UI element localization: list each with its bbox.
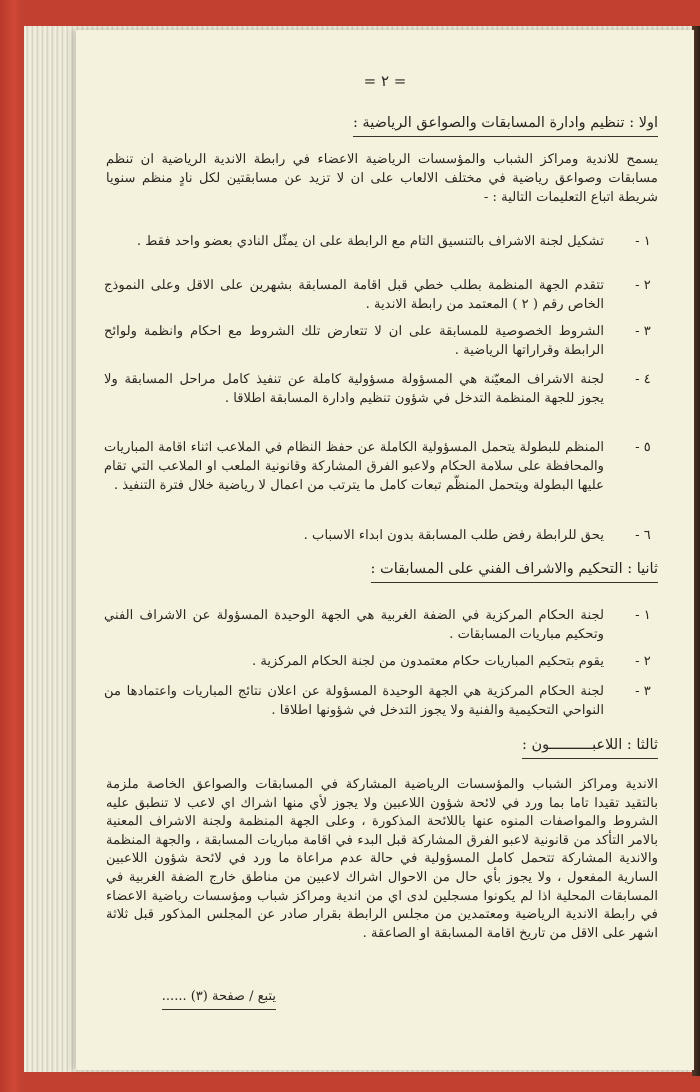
item-number: ٣ - [635,324,651,339]
list-item [104,370,651,408]
page-number: = ٢ = [363,72,407,90]
list-item [104,232,651,251]
section-heading-refereeing: ثانيا : التحكيم والاشراف الفني على المسابقات : [371,558,658,583]
section3-body: الاندية ومراكز الشباب والمؤسسات الرياضية المشاركة في المسابقات والصواعق الخاصة ملزمة بالتقيد تقيدا تاما بما ورد في لائحة شؤون اللاعبين ولا يجوز لأي منها اشراك اي لاعب لا تنطبق عليه الشروط والمواصفات المنوه عنها باللائحة المذكورة ، وعلى الجهة المنظمة ولجنة الاشراف المعنية بالامر التأكد من قانونية لاعبو الفرق المشاركة قبل البدء في اقامة مباريات المسابقة ، والجهة المنظمة والاندية المشاركة تتحمل كامل المسؤولية في حالة عدم مراعاة ما ورد في لائحة شؤون اللاعبين السارية المفعول ، ولا يجوز بأي حال من الاحوال اشراك لاعبين من مناطق خارج الضفة الغربية في المسابقات المحلية اذا لم يكونوا مسجلين لدى اي من اندية ومراكز شباب ومؤسسات رياضية الاعضاء في رابطة الاندية الرياضية ومعتمدين من مجلس الرابطة بقرار صادر عن المجلس المذكور قبل ثلاثة اشهر على الاقل من تاريخ اقامة المسابقة او الصاعقة . [106,777,658,941]
page-content [76,30,694,1070]
item-text: لجنة الاشراف المعيّنة هي المسؤولة مسؤولية كاملة عن تنفيذ كامل مراحل المسابقة ولا يجوز للجهة المنظمة التدخل في شؤون تنظيم وادارة المسابقة اطلاقا . [104,372,604,406]
item-number: ٢ - [635,654,651,669]
item-text: تشكيل لجنة الاشراف بالتنسيق التام مع الرابطة على ان يمثّل النادي بعضو واحد فقط . [136,234,604,249]
item-number: ٦ - [635,528,651,543]
section-heading-players: ثالثا : اللاعبــــــــــون : [522,734,658,759]
page-footer-continuation: يتبع / صفحة (٣) ...... [162,988,276,1010]
item-text: تتقدم الجهة المنظمة بطلب خطي قبل اقامة المسابقة بشهرين على الاقل وعلى النموذج الخاص رقم ( ٢ ) المعتمد من رابطة الاندية . [104,278,604,312]
item-number: ١ - [635,608,651,623]
list-item [104,526,651,545]
item-text: يحق للرابطة رفض طلب المسابقة بدون ابداء الاسباب . [303,528,604,543]
section-heading-organization: اولا : تنظيم وادارة المسابقات والصواعق الرياضية : [353,112,658,137]
list-item [104,438,651,495]
item-number: ٢ - [635,278,651,293]
section1-intro: يسمح للاندية ومراكز الشباب والمؤسسات الرياضية الاعضاء في رابطة الاندية الرياضية ان تنظم مسابقات وصواعق رياضية في مختلف الالعاب على ان لا تزيد عن مسابقتين لكل نادٍ منظم سنويا شريطة اتباع التعليمات التالية : - [106,152,658,205]
item-number: ١ - [635,234,651,249]
list-item [104,682,651,720]
item-text: لجنة الحكام المركزية هي الجهة الوحيدة المسؤولة عن اعلان نتائج المباريات واعتمادها من النواحي التحكيمية والفنية ولا يجوز التدخل في شؤونها اطلاقا . [104,684,604,718]
item-text: الشروط الخصوصية للمسابقة على ان لا تتعارض تلك الشروط مع احكام وانظمة ولوائح الرابطة وقراراتها الرياضية . [104,324,604,358]
document-page [76,30,694,1070]
item-text: المنظم للبطولة يتحمل المسؤولية الكاملة عن حفظ النظام في الملاعب اثناء اقامة المباريات والمحافظة على سلامة الحكام ولاعبو الفرق المشاركة وقانونية الملعب او الملاعب التي تقام عليها البطولة ويتحمل المنظّم تبعات كامل ما يترتب من اعمال لا رياضية خلال فترة التنفيذ . [104,440,604,493]
list-item [104,276,651,314]
list-item [104,652,651,671]
item-number: ٥ - [635,440,651,455]
list-item [104,322,651,360]
item-text: يقوم بتحكيم المباريات حكام معتمدون من لجنة الحكام المركزية . [251,654,604,669]
list-item [104,606,651,644]
item-text: لجنة الحكام المركزية في الضفة الغربية هي الجهة الوحيدة المسؤولة عن الاشراف الفني وتحكيم مباريات المسابقات . [104,608,604,642]
item-number: ٣ - [635,684,651,699]
item-number: ٤ - [635,372,651,387]
